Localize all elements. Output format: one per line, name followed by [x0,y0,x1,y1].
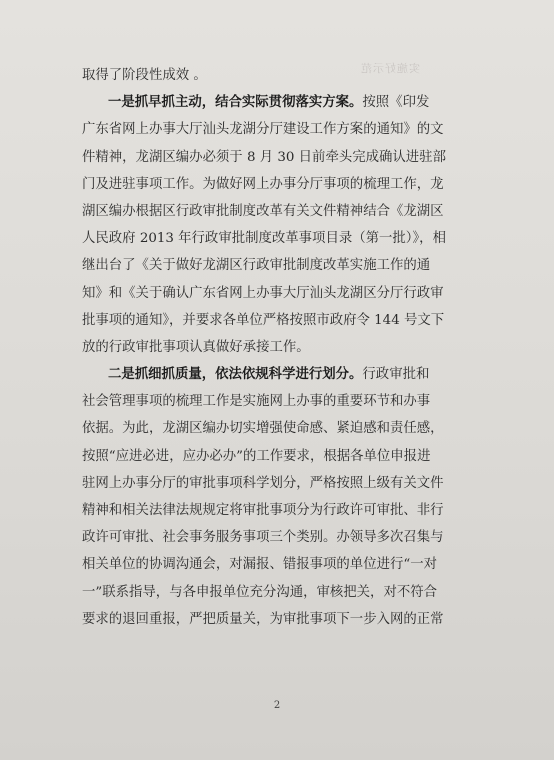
text-line: 驻网上办事分厅的审批事项科学划分，严格按照上级有关文件 [82,475,444,491]
text-line: 放的行政审批事项认真做好承接工作。 [82,339,310,355]
text-line: 要求的退回重报，严把质量关，为审批事项下一步入网的正常 [82,611,444,627]
text-line: 人民政府 2013 年行政审批制度改革事项目录（第一批）》，相 [82,231,446,247]
text-line: 继出台了《关于做好龙湖区行政审批制度改革实施工作的通 [82,258,431,274]
text-line: 相关单位的协调沟通会，对漏报、错报事项的单位进行“一对 [82,557,437,573]
text-line: 社会管理事项的梳理工作是实施网上办事的重要环节和办事 [82,394,431,410]
text-line: 批事项的通知》，并要求各单位严格按照市政府令 144 号文下 [82,312,445,328]
show-through-text: 实施好示范 [360,62,420,75]
text-line: 湖区编办根据区行政审批制度改革有关文件精神结合《龙湖区 [82,203,444,219]
text-line: 按照“应进必进，应办必办”的工作要求，根据各单位申报进 [82,448,431,464]
paragraph-heading-line: 二是抓细抓质量，依法依规科学进行划分。行政审批和 [108,366,430,383]
text-line: 广东省网上办事大厅汕头龙湖分厅建设工作方案的通知》的文 [82,122,444,138]
page-number: 2 [273,700,281,711]
bold-heading: 二是抓细抓质量，依法依规科学进行划分。 [108,366,363,383]
text-line: 精神和相关法律法规规定将审批事项分为行政许可审批、非行 [82,503,444,518]
paragraph-heading-line: 一是抓早抓主动，结合实际贯彻落实方案。按照《印发 [108,94,430,111]
text-line: 政许可审批、社会事务服务事项三个类别。办领导多次召集与 [82,530,444,546]
text-line: 门及进驻事项工作。为做好网上办事分厅事项的梳理工作，龙 [82,176,444,192]
text-line: 取得了阶段性成效 。 [82,68,207,83]
text-line: 知》和《关于确认广东省网上办事大厅汕头龙湖区分厅行政审 [82,285,444,301]
text-line: 件精神，龙湖区编办必须于 8 月 30 日前牵头完成确认进驻部 [82,149,446,165]
bold-heading: 一是抓早抓主动，结合实际贯彻落实方案。 [108,94,363,111]
body-text [82,62,476,633]
text-line: 依据。为此，龙湖区编办切实增强使命感、紧迫感和责任感， [82,421,444,437]
text-line: 一”联系指导，与各申报单位充分沟通，审核把关，对不符合 [82,584,437,600]
